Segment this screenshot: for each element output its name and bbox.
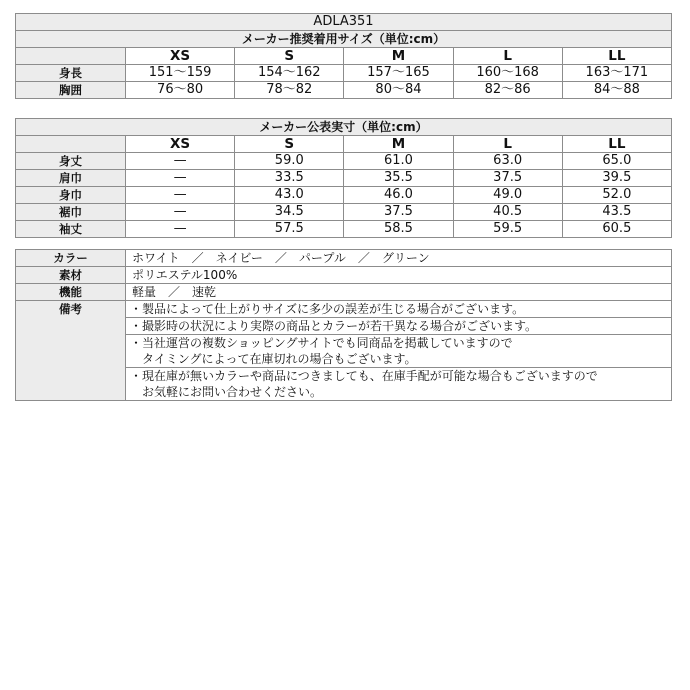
cell: 154〜162 (235, 65, 344, 82)
color-row (16, 250, 672, 267)
cell: 39.5 (562, 170, 671, 187)
size-header-row (16, 48, 672, 65)
cell: 160〜168 (453, 65, 562, 82)
size-xs: XS (126, 48, 235, 65)
table-row (16, 82, 672, 99)
material-label: 素材 (16, 267, 126, 284)
measurement-table (15, 118, 672, 238)
corner-cell (16, 136, 126, 153)
cell: 78〜82 (235, 82, 344, 99)
corner-cell (16, 48, 126, 65)
cell: 163〜171 (562, 65, 671, 82)
size-xs: XS (126, 136, 235, 153)
color-value: ホワイト ／ ネイビー ／ パープル ／ グリーン (126, 250, 672, 267)
size-m: M (344, 48, 453, 65)
row-label: 身丈 (16, 153, 126, 170)
note-line: ・撮影時の状況により実際の商品とカラーが若干異なる場合がございます。 (130, 319, 538, 333)
cell: 82〜86 (453, 82, 562, 99)
cell: 43.5 (562, 204, 671, 221)
cell: 57.5 (235, 221, 344, 238)
cell: 49.0 (453, 187, 562, 204)
size-s: S (235, 48, 344, 65)
material-value: ポリエステル100% (126, 267, 672, 284)
row-label: 身長 (16, 65, 126, 82)
cell: 80〜84 (344, 82, 453, 99)
cell: 157〜165 (344, 65, 453, 82)
cell: 63.0 (453, 153, 562, 170)
table-row (16, 187, 672, 204)
note-line: ・現在庫が無いカラーや商品につきましても、在庫手配が可能な場合もございますので (130, 369, 598, 383)
size-l: L (453, 136, 562, 153)
note-item (126, 335, 672, 368)
size-ll: LL (562, 136, 671, 153)
table-row (16, 221, 672, 238)
cell: 59.0 (235, 153, 344, 170)
notes-label: 備考 (16, 301, 126, 401)
recommended-size-table (15, 13, 672, 99)
note-row (16, 301, 672, 318)
cell: 60.5 (562, 221, 671, 238)
table-row (16, 153, 672, 170)
cell: 35.5 (344, 170, 453, 187)
cell: 58.5 (344, 221, 453, 238)
cell: 37.5 (453, 170, 562, 187)
function-row (16, 284, 672, 301)
function-label: 機能 (16, 284, 126, 301)
cell: 76〜80 (126, 82, 235, 99)
row-label: 袖丈 (16, 221, 126, 238)
row-label: 胸囲 (16, 82, 126, 99)
cell: 151〜159 (126, 65, 235, 82)
cell: — (126, 170, 235, 187)
row-label: 身巾 (16, 187, 126, 204)
note-item (126, 301, 672, 318)
note-line: お気軽にお問い合わせください。 (130, 385, 323, 399)
cell: 40.5 (453, 204, 562, 221)
size-s: S (235, 136, 344, 153)
cell: 33.5 (235, 170, 344, 187)
size-l: L (453, 48, 562, 65)
row-label: 肩巾 (16, 170, 126, 187)
color-label: カラー (16, 250, 126, 267)
size-header-row (16, 136, 672, 153)
table-row (16, 170, 672, 187)
note-line: タイミングによって在庫切れの場合もございます。 (130, 352, 417, 366)
note-item (126, 368, 672, 401)
recommended-size-title: メーカー推奨着用サイズ（単位:cm） (16, 31, 672, 48)
function-value: 軽量 ／ 速乾 (126, 284, 672, 301)
cell: 34.5 (235, 204, 344, 221)
material-row (16, 267, 672, 284)
note-line: ・当社運営の複数ショッピングサイトでも同商品を掲載していますので (130, 336, 513, 350)
size-m: M (344, 136, 453, 153)
cell: — (126, 153, 235, 170)
cell: — (126, 221, 235, 238)
cell: 46.0 (344, 187, 453, 204)
cell: 52.0 (562, 187, 671, 204)
cell: 84〜88 (562, 82, 671, 99)
table-row (16, 65, 672, 82)
measurement-title: メーカー公表実寸（単位:cm） (16, 119, 672, 136)
product-code: ADLA351 (16, 14, 672, 31)
product-info-table (15, 249, 672, 401)
size-ll: LL (562, 48, 671, 65)
table-row (16, 204, 672, 221)
cell: 61.0 (344, 153, 453, 170)
cell: 59.5 (453, 221, 562, 238)
note-item (126, 318, 672, 335)
cell: 37.5 (344, 204, 453, 221)
cell: 65.0 (562, 153, 671, 170)
note-line: ・製品によって仕上がりサイズに多少の誤差が生じる場合がございます。 (130, 302, 525, 316)
row-label: 裾巾 (16, 204, 126, 221)
cell: 43.0 (235, 187, 344, 204)
cell: — (126, 187, 235, 204)
cell: — (126, 204, 235, 221)
